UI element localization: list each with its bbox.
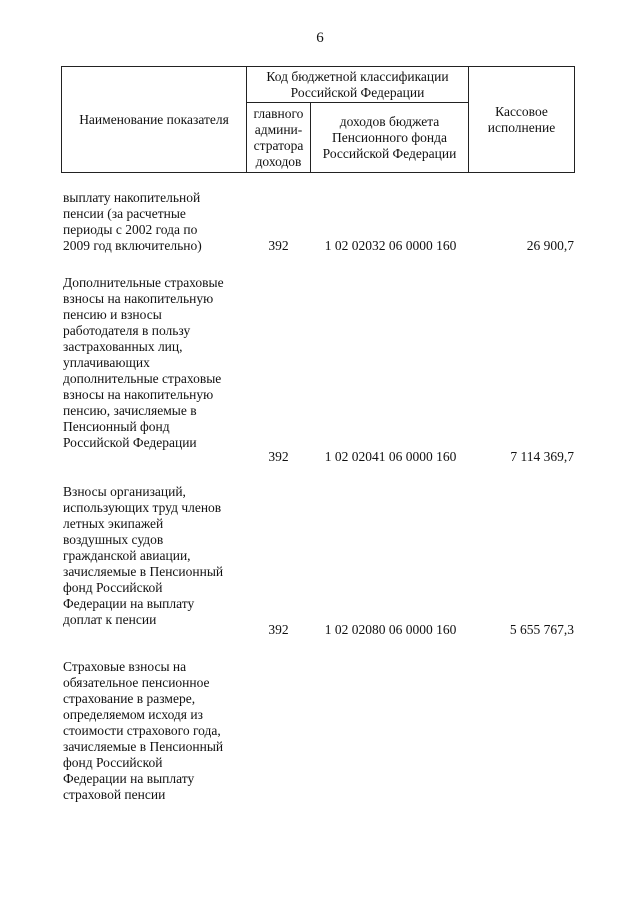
header-income-column: доходов бюджета Пенсионного фонда Российской Федерации bbox=[311, 103, 469, 173]
page-number: 6 bbox=[316, 30, 324, 46]
row-budget-code: 1 02 02041 06 0000 160 bbox=[324, 449, 457, 464]
row-name: Страховые взносы на обязательное пенсионное страхование в размере, определяемом исходя из стоимости страхового года, зачисляемые в Пенсионный фонд Российской Федерации на выплату страховой пенсии bbox=[63, 659, 224, 802]
header-kbk-group: Код бюджетной классификации Российской Федерации bbox=[247, 67, 469, 103]
row-admin-code: 392 bbox=[268, 449, 289, 464]
row-amount: 5 655 767,3 bbox=[509, 622, 574, 637]
row-admin-code: 392 bbox=[268, 238, 289, 253]
header-admin-column: главного админи-стратора доходов bbox=[247, 103, 311, 173]
header-name-column: Наименование показателя bbox=[62, 67, 247, 173]
header-execution-column: Кассовое исполнение bbox=[469, 67, 575, 173]
row-budget-code: 1 02 02032 06 0000 160 bbox=[324, 238, 457, 253]
row-name: выплату накопительной пенсии (за расчетные периоды с 2002 года по 2009 год включительно) bbox=[63, 190, 202, 253]
row-budget-code: 1 02 02080 06 0000 160 bbox=[324, 622, 457, 637]
row-amount: 7 114 369,7 bbox=[510, 449, 574, 464]
row-name: Дополнительные страховые взносы на накопительную пенсию и взносы работодателя в пользу застрахованных лиц, уплачивающих дополнительные страховые взносы на накопительную пенсию, зачисляемые в Пенсионный фонд Российской Федерации bbox=[63, 275, 224, 450]
row-admin-code: 392 bbox=[268, 622, 289, 637]
row-amount: 26 900,7 bbox=[526, 238, 574, 253]
row-name: Взносы организаций, использующих труд членов летных экипажей воздушных судов гражданской авиации, зачисляемые в Пенсионный фонд Российской Федерации на выплату доплат к пенсии bbox=[63, 484, 224, 627]
table-header bbox=[61, 66, 575, 173]
